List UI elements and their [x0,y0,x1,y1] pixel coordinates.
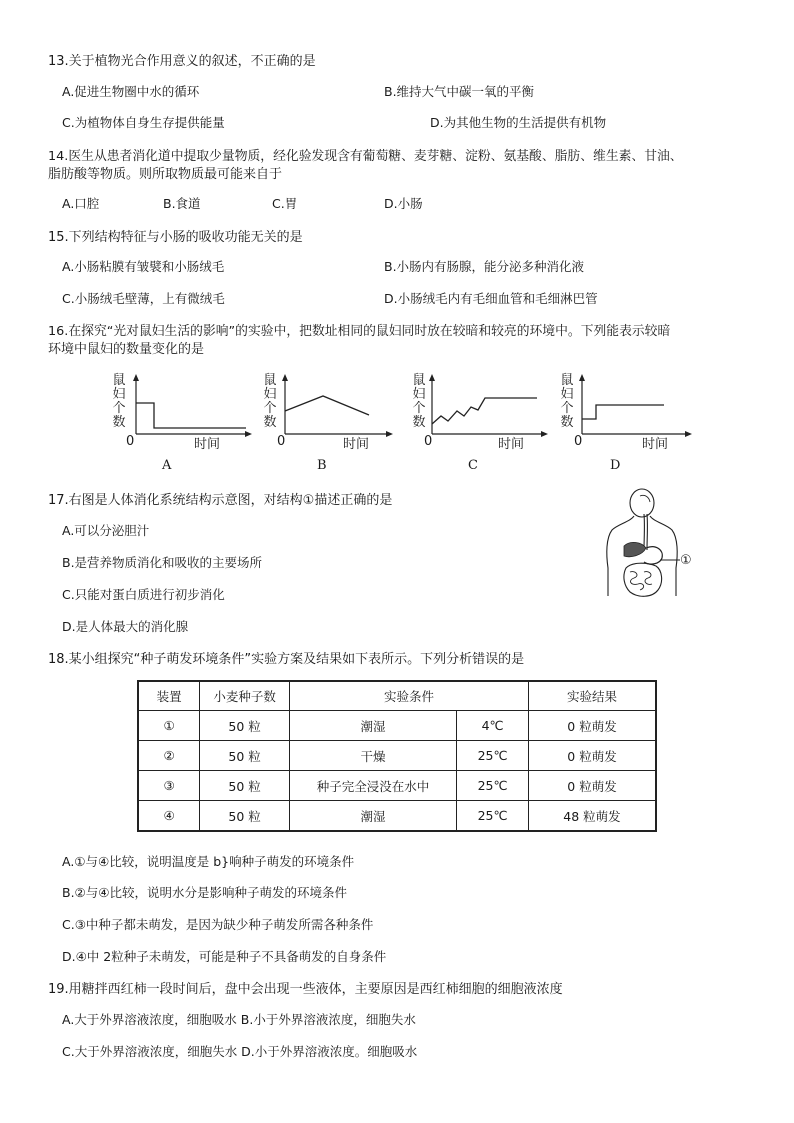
cell-device: ③ [138,771,200,801]
cell-condition: 干燥 [289,741,456,771]
table-row [138,771,656,801]
q19-stem: 19.用糖拌西红柿一段时间后，盘中会出现一些液体，主要原因是西红柿细胞的细胞液浓度 [48,982,563,997]
graph-b [263,372,408,477]
q15-option-c: C.小肠绒毛壁薄，上有微绒毛 [62,291,225,306]
graph-c-ylabel: 鼠妇个数 [412,373,426,430]
cell-condition: 潮湿 [289,711,456,741]
table-row [138,801,656,832]
cell-temperature: 25℃ [457,741,529,771]
graph-d-origin: 0 [574,434,583,449]
q17-option-c: C.只能对蛋白质进行初步消化 [62,587,225,602]
q17-stem: 17.右图是人体消化系统结构示意图，对结构①描述正确的是 [48,493,393,508]
graph-d-xlabel: 时间 [642,437,669,452]
graph-a-xlabel: 时间 [194,437,221,452]
q13-option-a: A.促进生物圈中水的循环 [62,84,200,99]
graph-b-ylabel: 鼠妇个数 [263,373,277,430]
graph-a [112,372,257,477]
cell-device: ① [138,711,200,741]
graph-d-ylabel: 鼠妇个数 [560,373,574,430]
cell-condition: 种子完全浸没在水中 [289,771,456,801]
table-header-row [138,681,656,711]
cell-device: ② [138,741,200,771]
q18-option-c: C.③中种子都未萌发，是因为缺少种子萌发所需各种条件 [62,917,374,932]
cell-result: 0 粒萌发 [528,711,656,741]
cell-seeds: 50 粒 [200,801,290,832]
q17-option-d: D.是人体最大的消化腺 [62,619,189,634]
graph-a-ylabel: 鼠妇个数 [112,373,126,430]
q14-option-a: A.口腔 [62,196,100,211]
q15-option-a: A.小肠粘膜有皱襞和小肠绒毛 [62,259,225,274]
graph-c-origin: 0 [424,434,433,449]
graph-d [560,372,705,477]
q18-option-b: B.②与④比较，说明水分是影响种子萌发的环境条件 [62,885,347,900]
graph-d-plot [560,372,705,442]
q19-options-cd: C.大于外界溶液浓度，细胞失水 D.小于外界溶液浓度。细胞吸水 [62,1044,418,1059]
digestive-system-diagram [600,484,700,606]
q17-option-b: B.是营养物质消化和吸收的主要场所 [62,555,263,570]
q14-option-c: C.胃 [272,196,298,211]
q19-options-ab: A.大于外界溶液浓度，细胞吸水 B.小于外界溶液浓度，细胞失水 [62,1012,416,1027]
structure-1-marker: ① [680,553,692,568]
cell-result: 0 粒萌发 [528,771,656,801]
q16-stem-line2: 环境中鼠妇的数量变化的是 [48,342,205,357]
graph-a-letter: A [162,458,172,473]
header-seed-count: 小麦种子数 [200,681,290,711]
graph-a-origin: 0 [126,434,135,449]
cell-condition: 潮湿 [289,801,456,832]
q18-option-d: D.④中 2粒种子未萌发，可能是种子不具备萌发的自身条件 [62,949,387,964]
graph-c-letter: C [468,458,478,473]
q16-stem-line1: 16.在探究“光对鼠妇生活的影响”的实验中，把数址相同的鼠妇同时放在较暗和较亮的环境中。下列能表示较暗 [48,324,671,339]
table-row [138,711,656,741]
header-conditions: 实验条件 [289,681,528,711]
cell-seeds: 50 粒 [200,771,290,801]
header-device: 装置 [138,681,200,711]
experiment-table [137,680,657,832]
q14-stem-line2: 脂肪酸等物质。则所取物质最可能来自于 [48,167,283,182]
graph-a-plot [112,372,257,442]
q13-option-b: B.维持大气中碳一氧的平衡 [384,84,535,99]
header-result: 实验结果 [528,681,656,711]
cell-seeds: 50 粒 [200,711,290,741]
graph-b-xlabel: 时间 [343,437,370,452]
q17-option-a: A.可以分泌胆汁 [62,523,150,538]
graph-c [410,372,555,477]
q15-option-b: B.小肠内有肠腺，能分泌多种消化液 [384,259,585,274]
graph-d-letter: D [610,458,621,473]
graph-c-xlabel: 时间 [498,437,525,452]
graph-c-plot [410,372,555,442]
q14-stem-line1: 14.医生从患者消化道中提取少量物质，经化验发现含有葡萄糖、麦芽糖、淀粉、氨基酸、脂肪、维生素、甘油、 [48,149,683,164]
cell-device: ④ [138,801,200,832]
cell-temperature: 25℃ [457,801,529,832]
table-row [138,741,656,771]
cell-temperature: 25℃ [457,771,529,801]
cell-temperature: 4℃ [457,711,529,741]
q13-option-c: C.为植物体自身生存提供能量 [62,115,225,130]
q13-stem: 13.关于植物光合作用意义的叙述，不正确的是 [48,54,316,69]
cell-seeds: 50 粒 [200,741,290,771]
q18-option-a: A.①与④比较，说明温度是 b}响种子萌发的环境条件 [62,854,355,869]
cell-result: 48 粒萌发 [528,801,656,832]
q15-option-d: D.小肠绒毛内有毛细血管和毛细淋巴管 [384,291,598,306]
graph-b-plot [263,372,408,442]
q14-option-d: D.小肠 [384,196,423,211]
q13-option-d: D.为其他生物的生活提供有机物 [430,115,607,130]
q18-stem: 18.某小组探究“种子萌发环境条件”实验方案及结果如下表所示。下列分析错误的是 [48,652,525,667]
graph-b-origin: 0 [277,434,286,449]
q15-stem: 15.下列结构特征与小肠的吸收功能无关的是 [48,230,303,245]
graph-b-letter: B [317,458,327,473]
cell-result: 0 粒萌发 [528,741,656,771]
q14-option-b: B.食道 [163,196,201,211]
